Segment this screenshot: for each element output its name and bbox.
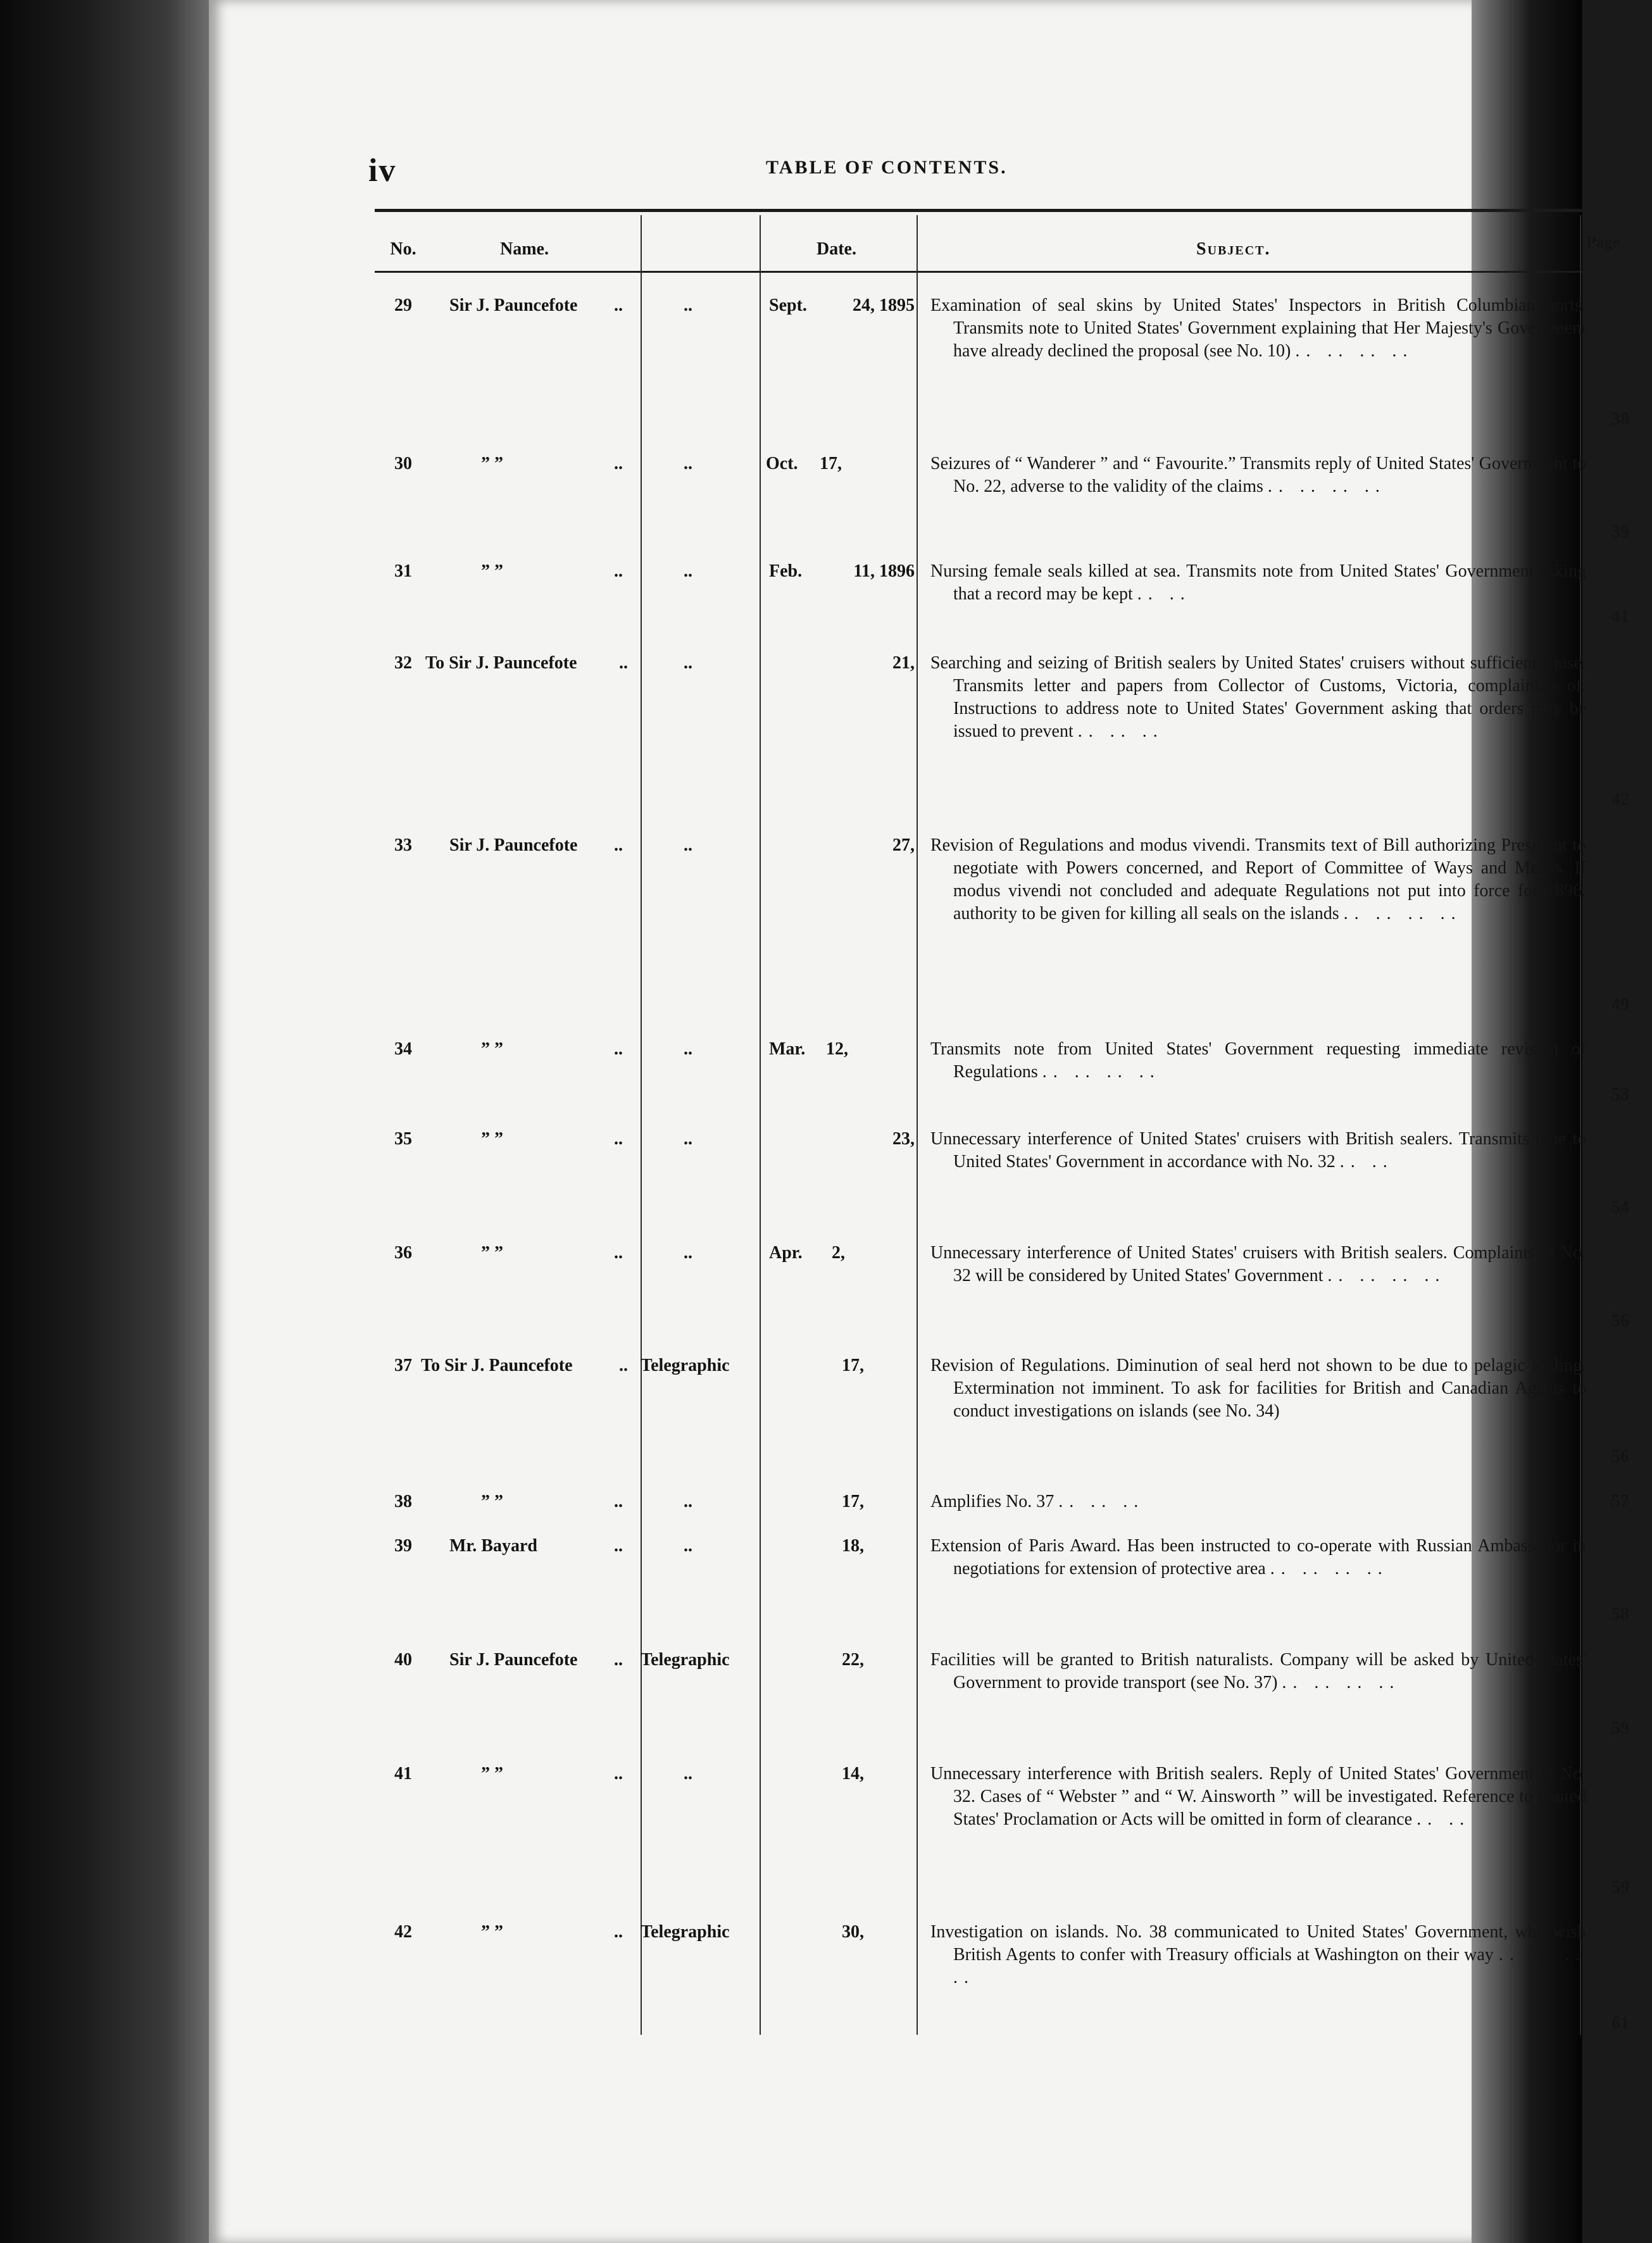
entry-name: Sir J. Pauncefote [449, 296, 578, 315]
entry-name: ” ” [481, 561, 503, 581]
leader-dots: .. [614, 1492, 623, 1511]
entry-page: 39 [1611, 522, 1629, 542]
entry-subject: Unnecessary interference with British sealers. Reply of United States' Government to No. 32. Cases of “ Webster ” and “ W. Ainsworth ” will be investigated. Reference to United States' Proclamation or Acts will be omitted in form of clearance .. .. [930, 1764, 1586, 1829]
leader-dots: .. [614, 454, 623, 473]
entry-month: Oct. [766, 454, 798, 473]
entry-subject: Seizures of “ Wanderer ” and “ Favourite.” Transmits reply of United States' Government to No. 22, adverse to the validity of the claims .. .. .. .. [930, 454, 1586, 496]
via-telegraphic: Telegraphic [641, 1650, 730, 1670]
entry-subject: Facilities will be granted to British naturalists. Company will be asked by United States' Government to provide transport (see No. 37) .. .. .. .. [930, 1650, 1586, 1692]
leader-dots: .. [614, 1129, 623, 1149]
entry-subject: Unnecessary interference of United States' cruisers with British sealers. Complaints in No. 32 will be considered by United States' Government .. .. .. .. [930, 1243, 1586, 1285]
entry-page: 54 [1611, 1197, 1629, 1217]
via-dots: .. [684, 1492, 692, 1511]
column-header-name: Name. [500, 239, 549, 259]
entry-subject: Revision of Regulations and modus vivendi. Transmits text of Bill authorizing President to negotiate with Powers concerned, and Report of Committee of Ways and Means. If modus vivendi not concluded and adequate Regulations not put into force for 1896, authority to be given for killing all seals on the islands .. .. .. .. [930, 835, 1586, 923]
entry-subject: Amplifies No. 37 .. .. .. [930, 1492, 1145, 1511]
entry-month: Sept. [769, 296, 807, 315]
column-divider-date [917, 215, 918, 2035]
entry-page: 56 [1611, 1447, 1629, 1466]
leader-dots: .. [619, 653, 628, 673]
via-dots: .. [684, 653, 692, 673]
entry-name: ” ” [481, 1039, 503, 1059]
entry-page: 42 [1611, 790, 1629, 809]
entry-day: 17, [820, 454, 842, 473]
top-rule [375, 209, 1585, 212]
via-dots: .. [684, 1039, 692, 1059]
entry-name: To Sir J. Pauncefote [425, 653, 577, 673]
entry-name: ” ” [481, 1922, 503, 1942]
via-dots: .. [684, 1764, 692, 1784]
entry-number: 38 [394, 1492, 412, 1511]
entry-subject: Searching and seizing of British sealers by United States' cruisers without sufficient cause. Transmits letter and papers from Collector of Customs, Victoria, complaining of. Instructions to address note to United States' Government asking that orders may be issued to prevent .. .. .. [930, 653, 1586, 741]
entry-number: 30 [394, 454, 412, 473]
entry-number: 36 [394, 1243, 412, 1263]
leader-dots: .. [614, 561, 623, 581]
running-head: TABLE OF CONTENTS. [766, 157, 1008, 178]
via-dots: .. [684, 1243, 692, 1263]
entry-day: 21, [892, 653, 915, 673]
entry-page: 61 [1611, 2013, 1629, 2033]
column-header-subject: Subject. [1196, 239, 1271, 259]
entry-day: 23, [892, 1129, 915, 1149]
via-dots: .. [684, 1129, 692, 1149]
leader-dots: .. [619, 1356, 628, 1375]
entry-name: To Sir J. Pauncefote [421, 1356, 573, 1375]
via-telegraphic: Telegraphic [641, 1356, 730, 1375]
entry-page: 56 [1611, 1311, 1629, 1331]
entry-name: ” ” [481, 454, 503, 473]
entry-day: 30, [842, 1922, 864, 1942]
via-dots: .. [684, 1536, 692, 1556]
leader-dots: .. [614, 835, 623, 855]
entry-name: ” ” [481, 1764, 503, 1784]
column-header-no: No. [390, 239, 416, 259]
via-dots: .. [684, 454, 692, 473]
entry-number: 42 [394, 1922, 412, 1942]
entry-day: 17, [842, 1356, 864, 1375]
entry-page: 53 [1611, 1085, 1629, 1104]
column-divider-name [641, 215, 642, 2035]
leader-dots: .. [614, 1039, 623, 1059]
via-telegraphic: Telegraphic [641, 1922, 730, 1942]
entry-name: Mr. Bayard [449, 1536, 537, 1556]
entry-name: Sir J. Pauncefote [449, 835, 578, 855]
entry-month: Feb. [769, 561, 803, 581]
entry-page: 57 [1611, 1492, 1629, 1511]
entry-number: 34 [394, 1039, 412, 1059]
entry-subject: Nursing female seals killed at sea. Transmits note from United States' Government asking that a record may be kept .. .. [930, 561, 1586, 604]
entry-number: 29 [394, 296, 412, 315]
page-folio: iv [368, 153, 397, 189]
entry-name: Sir J. Pauncefote [449, 1650, 578, 1670]
header-rule [375, 271, 1585, 273]
entry-day: 27, [892, 835, 915, 855]
entry-number: 31 [394, 561, 412, 581]
entry-subject: Transmits note from United States' Government requesting immediate revision of Regulations .. .. .. .. [930, 1039, 1586, 1082]
leader-dots: .. [614, 1536, 623, 1556]
entry-page: 41 [1611, 607, 1629, 627]
entry-subject: Revision of Regulations. Diminution of seal herd not shown to be due to pelagic sealing. Extermination not imminent. To ask for facilities for British and Canadian Agents to conduct investigations on islands (see No. 34) [930, 1356, 1586, 1421]
entry-page: 59 [1611, 1878, 1629, 1897]
leader-dots: .. [614, 1922, 623, 1942]
via-dots: .. [684, 296, 692, 315]
entry-day: 11, 1896 [853, 561, 915, 581]
column-header-date: Date. [817, 239, 856, 259]
entry-number: 32 [394, 653, 412, 673]
entry-page: 58 [1611, 1604, 1629, 1624]
column-divider-via [760, 215, 761, 2035]
entry-day: 12, [826, 1039, 848, 1059]
leader-dots: .. [614, 1650, 623, 1670]
entry-day: 14, [842, 1764, 864, 1784]
leader-dots: .. [614, 1243, 623, 1263]
leader-dots: .. [614, 296, 623, 315]
entry-page: 38 [1611, 409, 1629, 429]
entry-month: Apr. [769, 1243, 803, 1263]
via-dots: .. [684, 835, 692, 855]
entry-name: ” ” [481, 1129, 503, 1149]
entry-name: ” ” [481, 1243, 503, 1263]
entry-page: 49 [1611, 995, 1629, 1015]
entry-day: 17, [842, 1492, 864, 1511]
entry-day: 24, 1895 [853, 296, 915, 315]
entry-number: 41 [394, 1764, 412, 1784]
entry-number: 39 [394, 1536, 412, 1556]
via-dots: .. [684, 561, 692, 581]
entry-subject: Examination of seal skins by United States' Inspectors in British Columbian ports. Transmits note to United States' Government explaining that Her Majesty's Government have already declined the proposal (see No. 10) .. .. .. .. [930, 296, 1586, 361]
scanned-page [209, 0, 1629, 2243]
entry-subject: Investigation on islands. No. 38 communicated to United States' Government, who wish British Agents to confer with Treasury officials at Washington on their way .. .. .. .. [930, 1922, 1587, 1987]
entry-day: 2, [832, 1243, 845, 1263]
entry-name: ” ” [481, 1492, 503, 1511]
entry-number: 40 [394, 1650, 412, 1670]
entry-number: 33 [394, 835, 412, 855]
entry-number: 35 [394, 1129, 412, 1149]
entry-day: 18, [842, 1536, 864, 1556]
entry-day: 22, [842, 1650, 864, 1670]
entry-month: Mar. [769, 1039, 806, 1059]
book-gutter-shadow [0, 0, 209, 2243]
entry-subject: Extension of Paris Award. Has been instructed to co-operate with Russian Ambassador in negotiations for extension of protective area .. .. .. .. [930, 1536, 1586, 1578]
leader-dots: .. [614, 1764, 623, 1784]
column-header-page: Page [1586, 233, 1620, 251]
entry-number: 37 [394, 1356, 412, 1375]
entry-page: 59 [1611, 1718, 1629, 1738]
entry-subject: Unnecessary interference of United States' cruisers with British sealers. Transmits note to United States' Government in accordance with No. 32 .. .. [930, 1129, 1586, 1171]
